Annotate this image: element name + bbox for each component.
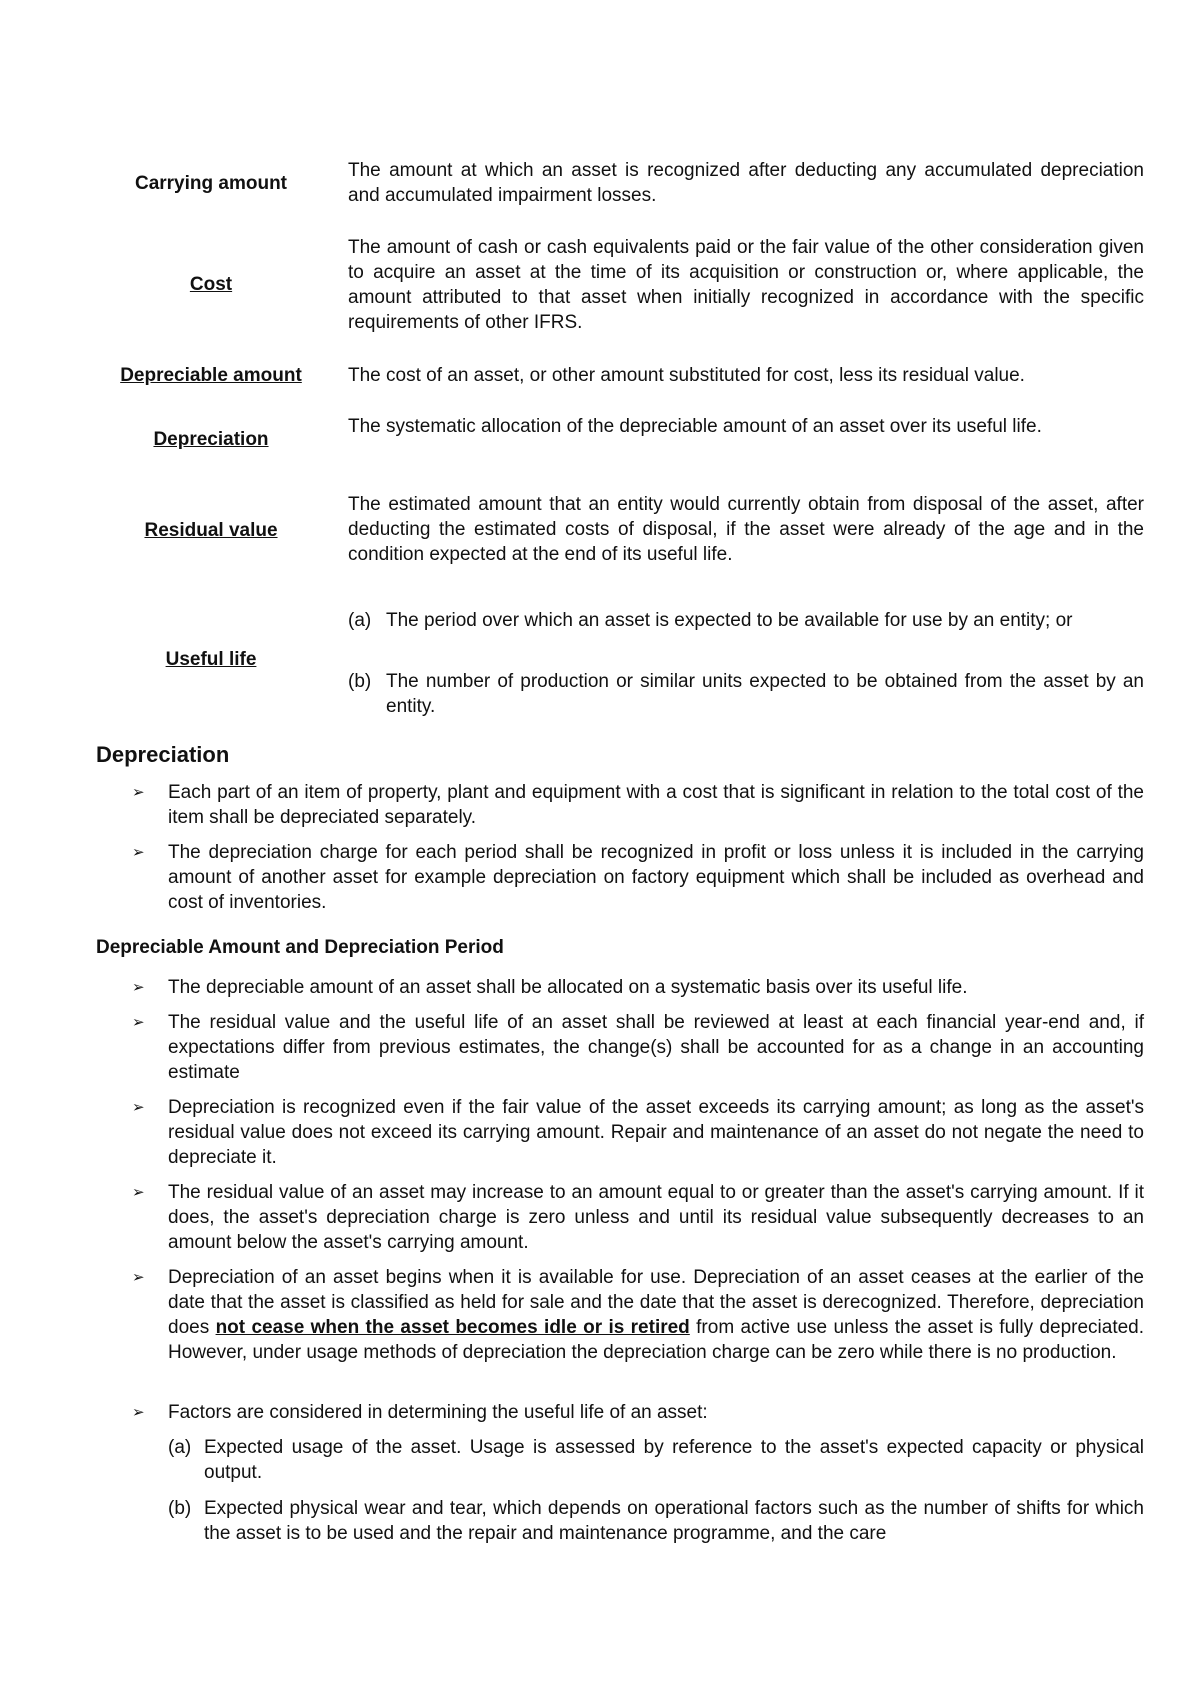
arrow-bullet-icon: ➢ [132, 1099, 145, 1116]
item-text: Expected physical wear and tear, which depends on operational factors such as the number of shifts for which the asset is to be used and the repair and maintenance programme, and the care [204, 1498, 1144, 1544]
bullet-text-before: Depreciation of an asset begins when it is available for use. Depreciation of an asset ceases at the earlier of the date that the asset is classified as held for sale and the date that the asset is derecognized. Therefore, depreciation does [168, 1267, 1144, 1338]
bullet-text: Depreciation is recognized even if the fair value of the asset exceeds its carrying amount; as long as the asset's residual value does not exceed its carrying amount. Repair and maintenance of an asset do not negate the need to depreciate it. [168, 1097, 1144, 1168]
definition-term: Carrying amount [134, 173, 288, 194]
item-label: (a) [168, 1437, 192, 1458]
bullet-text [168, 1265, 1144, 1365]
bullet-item [132, 1180, 1144, 1255]
definition-text: The estimated amount that an entity would currently obtain from disposal of the asset, after deducting the estimated costs of disposal, if the asset were already of the age and in the condition expected at the end of its useful life. [348, 494, 1144, 565]
useful-life-item [348, 669, 1144, 719]
definition-text: The cost of an asset, or other amount substituted for cost, less its residual value. [348, 365, 1025, 386]
definition-term: Cost [189, 274, 233, 295]
bullet-item [132, 840, 1144, 915]
definition-term: Useful life [165, 649, 257, 670]
bullet-item [132, 975, 1144, 1000]
arrow-bullet-icon: ➢ [132, 1269, 145, 1286]
definition-term: Depreciation [153, 429, 269, 450]
arrow-bullet-icon: ➢ [132, 979, 145, 996]
bullet-text: Each part of an item of property, plant and equipment with a cost that is significant in relation to the total cost of the item shall be depreciated separately. [168, 782, 1144, 828]
bullet-item [132, 1265, 1144, 1365]
item-text: Expected usage of the asset. Usage is assessed by reference to the asset's expected capacity or physical output. [204, 1437, 1144, 1483]
section-heading-depreciation: Depreciation [96, 742, 230, 767]
arrow-bullet-icon: ➢ [132, 784, 145, 801]
section-heading-period: Depreciable Amount and Depreciation Period [96, 937, 504, 958]
useful-life-item [348, 608, 1144, 633]
definition-text: The amount of cash or cash equivalents paid or the fair value of the other consideration given to acquire an asset at the time of its acquisition or construction or, where applicable, the amount attributed to that asset when initially recognized in accordance with the specific requirements of other IFRS. [348, 237, 1144, 333]
arrow-bullet-icon: ➢ [132, 844, 145, 861]
factor-item [168, 1496, 1144, 1546]
definition-text: The systematic allocation of the depreciable amount of an asset over its useful life. [348, 416, 1042, 437]
bullet-text: The residual value of an asset may increase to an amount equal to or greater than the asset's carrying amount. If it does, the asset's depreciation charge is zero unless and until its residual value subsequently decreases to an amount below the asset's carrying amount. [168, 1182, 1144, 1253]
bullet-text: Factors are considered in determining the useful life of an asset: [168, 1402, 708, 1423]
item-label: (b) [348, 671, 372, 692]
bullet-text-emphasis: not cease when the asset becomes idle or is retired [215, 1317, 690, 1338]
item-label: (a) [348, 610, 372, 631]
bullet-item [132, 780, 1144, 830]
arrow-bullet-icon: ➢ [132, 1184, 145, 1201]
item-text: The number of production or similar units expected to be obtained from the asset by an entity. [386, 671, 1144, 717]
bullet-item [132, 1095, 1144, 1170]
arrow-bullet-icon: ➢ [132, 1014, 145, 1031]
bullet-text-after: from active use unless the asset is fully depreciated. However, under usage methods of depreciation the depreciation charge can be zero while there is no production. [168, 1317, 1145, 1363]
bullet-item [132, 1010, 1144, 1085]
bullet-text: The depreciation charge for each period shall be recognized in profit or loss unless it is included in the carrying amount of another asset for example depreciation on factory equipment which shall be included as overhead and cost of inventories. [168, 842, 1144, 913]
factor-item [168, 1435, 1144, 1485]
definition-text: The amount at which an asset is recognized after deducting any accumulated depreciation and accumulated impairment losses. [348, 160, 1144, 206]
bullet-item [132, 1400, 1144, 1425]
definition-term: Residual value [144, 520, 278, 541]
item-label: (b) [168, 1498, 192, 1519]
arrow-bullet-icon: ➢ [132, 1404, 145, 1421]
item-text: The period over which an asset is expected to be available for use by an entity; or [386, 610, 1073, 631]
bullet-text: The depreciable amount of an asset shall be allocated on a systematic basis over its useful life. [168, 977, 968, 998]
definition-term: Depreciable amount [120, 365, 302, 386]
bullet-text: The residual value and the useful life of an asset shall be reviewed at least at each financial year-end and, if expectations differ from previous estimates, the change(s) shall be accounted for as a change in an accounting estimate [168, 1012, 1144, 1083]
